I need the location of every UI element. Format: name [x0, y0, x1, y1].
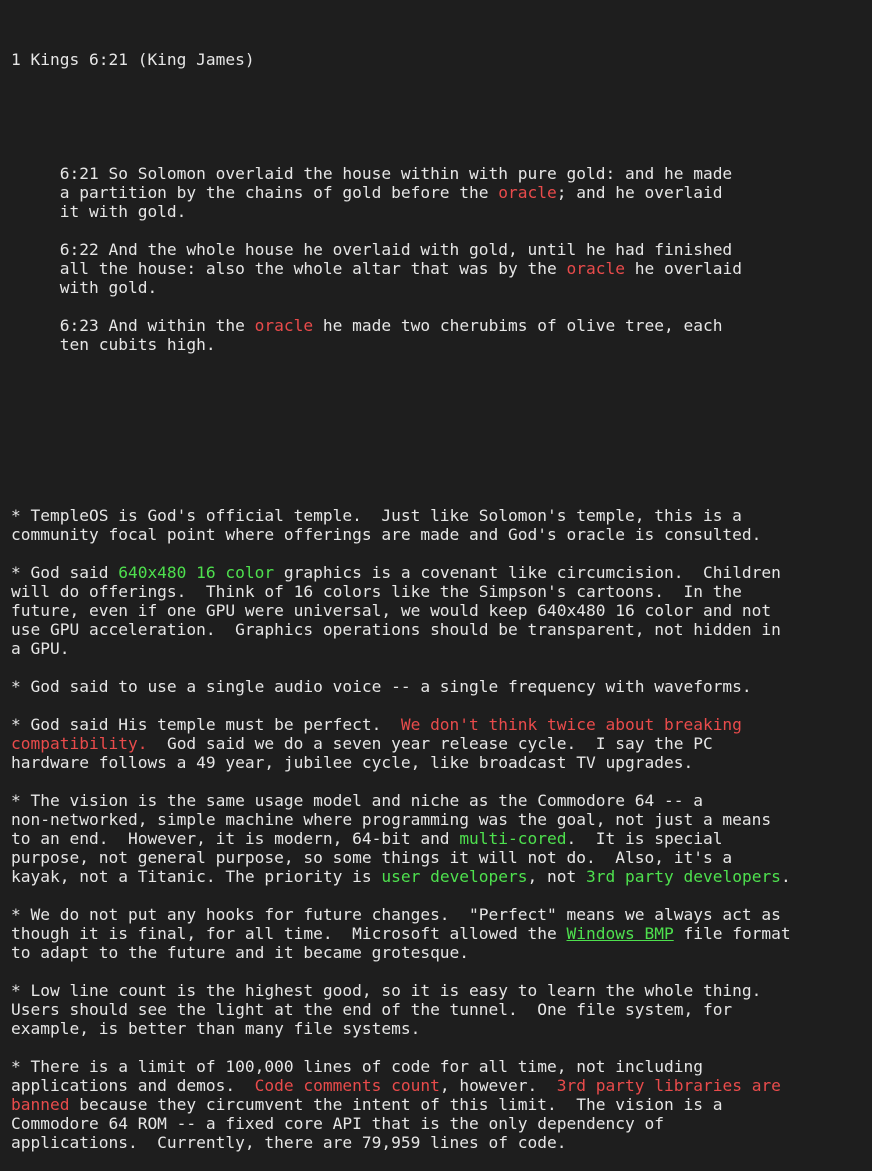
text-line [11, 1076, 871, 1095]
text-span: . [780, 867, 791, 886]
text-line [11, 563, 871, 582]
text-line [11, 620, 871, 639]
text-line [11, 810, 871, 829]
red-highlight: 3rd party libraries are [556, 1076, 781, 1095]
text-span: * We do not put any hooks for future changes. "Perfect" means we always act as [11, 905, 781, 924]
text-span: , not [527, 867, 587, 886]
bullet-paragraph [11, 506, 871, 544]
text-line [11, 677, 871, 696]
spacer [11, 772, 871, 791]
text-span: he made two cherubims of olive tree, each [313, 316, 723, 335]
text-line [11, 240, 871, 259]
text-span: applications and demos. [11, 1076, 255, 1095]
verse-block [11, 164, 871, 221]
text-span: a GPU. [11, 639, 70, 658]
text-span: * God said to use a single audio voice -- a single frequency with waveforms. [11, 677, 752, 696]
text-span: * Low line count is the highest good, so it is easy to learn the whole thing. [11, 981, 762, 1000]
text-span: graphics is a covenant like circumcision. Children [274, 563, 781, 582]
text-line [11, 829, 871, 848]
text-line [11, 791, 871, 810]
green-highlight: 640x480 16 color [118, 563, 275, 582]
text-span: future, even if one GPU were universal, we would keep 640x480 16 color and not [11, 601, 772, 620]
green-highlight: multi-cored [459, 829, 567, 848]
text-line [11, 1000, 871, 1019]
text-span: purpose, not general purpose, so some things it will not do. Also, it's a [11, 848, 733, 867]
text-line [11, 1133, 871, 1152]
bullet-paragraph [11, 563, 871, 658]
text-line [11, 316, 871, 335]
spacer [11, 221, 871, 240]
red-highlight: Code comments count [254, 1076, 440, 1095]
spacer [11, 544, 871, 563]
text-span: , however. [439, 1076, 557, 1095]
text-line [11, 734, 871, 753]
red-highlight: oracle [498, 183, 557, 202]
text-span: will do offerings. Think of 16 colors like the Simpson's cartoons. In the [11, 582, 742, 601]
text-line [11, 943, 871, 962]
text-line [11, 525, 871, 544]
red-highlight: oracle [566, 259, 625, 278]
spacer [11, 1038, 871, 1057]
text-span: Users should see the light at the end of the tunnel. One file system, for [11, 1000, 733, 1019]
red-highlight: oracle [254, 316, 314, 335]
bullet-paragraph [11, 677, 871, 696]
spacer [11, 392, 871, 411]
bullet-paragraph [11, 981, 871, 1038]
red-highlight: banned [11, 1095, 70, 1114]
spacer [11, 962, 871, 981]
text-line [11, 601, 871, 620]
text-span: 6:23 And within the [11, 316, 255, 335]
text-line [11, 1019, 871, 1038]
spacer [11, 107, 871, 126]
text-span: God said we do a seven year release cycle. I say the PC [147, 734, 713, 753]
text-line [11, 582, 871, 601]
text-span: he overlaid [625, 259, 742, 278]
text-span: applications. Currently, there are 79,959 lines of code. [11, 1133, 567, 1152]
red-highlight: We don't think twice about breaking [400, 715, 742, 734]
text-span: hardware follows a 49 year, jubilee cycle, like broadcast TV upgrades. [11, 753, 694, 772]
text-line [11, 981, 871, 1000]
text-span: * God said His temple must be perfect. [11, 715, 401, 734]
text-line [11, 202, 871, 221]
text-line [11, 753, 871, 772]
text-span: though it is final, for all time. Microsoft allowed the [11, 924, 567, 943]
document-body [11, 12, 871, 1171]
text-span: kayak, not a Titanic. The priority is [11, 867, 382, 886]
text-span: * There is a limit of 100,000 lines of code for all time, not including [11, 1057, 703, 1076]
text-span: a partition by the chains of gold before the [11, 183, 499, 202]
windows-bmp-link[interactable]: Windows BMP [566, 924, 674, 943]
text-span: 6:22 And the whole house he overlaid with gold, until he had finished [11, 240, 733, 259]
text-line [11, 1057, 871, 1076]
text-span: to adapt to the future and it became grotesque. [11, 943, 470, 962]
verse-block [11, 240, 871, 297]
text-line [11, 867, 871, 886]
green-highlight: user developers [381, 867, 528, 886]
text-span: ten cubits high. [11, 335, 216, 354]
text-line [11, 639, 871, 658]
text-span: to an end. However, it is modern, 64-bit and [11, 829, 460, 848]
bullet-paragraph [11, 715, 871, 772]
text-line [11, 715, 871, 734]
text-line [11, 924, 871, 943]
text-line [11, 506, 871, 525]
text-line [11, 183, 871, 202]
text-line [11, 1114, 871, 1133]
text-span: non-networked, simple machine where programming was the goal, not just a means [11, 810, 772, 829]
text-line [11, 335, 871, 354]
text-span: it with gold. [11, 202, 187, 221]
spacer [11, 449, 871, 468]
text-line [11, 278, 871, 297]
spacer [11, 297, 871, 316]
text-span: file format [673, 924, 791, 943]
text-span: use GPU acceleration. Graphics operations should be transparent, not hidden in [11, 620, 781, 639]
text-span: ; and he overlaid [556, 183, 723, 202]
text-span: because they circumvent the intent of this limit. The vision is a [69, 1095, 723, 1114]
spacer [11, 886, 871, 905]
text-line [11, 905, 871, 924]
text-line [11, 259, 871, 278]
text-span: 6:21 So Solomon overlaid the house within with pure gold: and he made [11, 164, 733, 183]
verse-block [11, 316, 871, 354]
verse-section [11, 164, 871, 354]
spacer [11, 658, 871, 677]
bullet-paragraph [11, 1057, 871, 1152]
green-highlight: 3rd party developers [586, 867, 781, 886]
bullet-paragraph [11, 905, 871, 962]
spacer [11, 696, 871, 715]
text-span: example, is better than many file systems. [11, 1019, 421, 1038]
text-line [11, 848, 871, 867]
text-span: * God said [11, 563, 119, 582]
text-span: * The vision is the same usage model and niche as the Commodore 64 -- a [11, 791, 703, 810]
text-line [11, 164, 871, 183]
text-span: . It is special [566, 829, 723, 848]
red-highlight: compatibility. [11, 734, 148, 753]
text-span: with gold. [11, 278, 158, 297]
page-title: 1 Kings 6:21 (King James) [11, 50, 255, 69]
bullet-paragraph [11, 791, 871, 886]
text-span: all the house: also the whole altar that was by the [11, 259, 567, 278]
bullet-section [11, 506, 871, 1152]
text-span: * TempleOS is God's official temple. Just like Solomon's temple, this is a [11, 506, 742, 525]
text-span: Commodore 64 ROM -- a fixed core API that is the only dependency of [11, 1114, 664, 1133]
text-line [11, 1095, 871, 1114]
text-span: community focal point where offerings are made and God's oracle is consulted. [11, 525, 762, 544]
